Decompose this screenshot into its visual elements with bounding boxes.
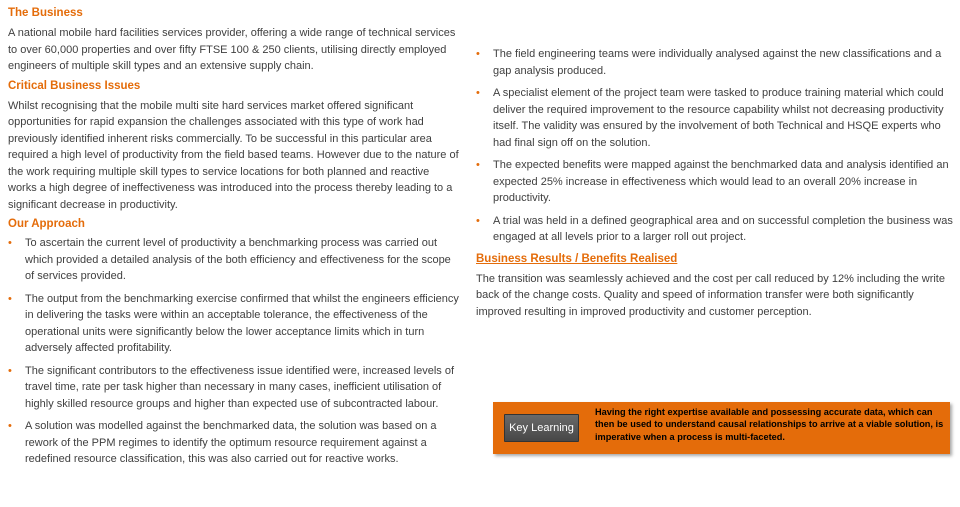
business-heading: The Business (8, 7, 83, 19)
approach-bullet (476, 46, 954, 79)
approach-continued-list (476, 46, 954, 246)
bullet-icon: • (8, 420, 12, 432)
issues-heading: Critical Business Issues (8, 79, 141, 92)
business-text: A national mobile hard facilities services provider, offering a wide range of technical services to over 60,000 properties and over fifty FTSE 100 & 250 clients, utilising directly employed engineers of multiple skill types and an extensive supply chain. (8, 27, 456, 72)
bullet-text: A solution was modelled against the benchmarked data, the solution was based on a rework of the PPM regimes to identify the optimum resource requirement against a redefined resource classification, this was also carried out for reactive works. (25, 420, 437, 465)
bullet-icon: • (8, 364, 12, 377)
approach-bullet (476, 85, 954, 151)
key-learning-text: Having the right expertise available and possessing accurate data, which can then be used to understand causal relationships to arrive at a viable solution, is imperative when a process is multi-faceted. (595, 407, 944, 442)
approach-bullet (8, 235, 460, 285)
results-heading: Business Results / Benefits Realised (476, 252, 678, 265)
bullet-text: The significant contributors to the effectiveness issue identified were, increased levels of travel time, rate per task higher than necessary in many cases, inefficient utilisation of highly skilled resource groups and higher than expected use of subcontracted labour. (25, 364, 455, 410)
approach-heading: Our Approach (8, 218, 85, 230)
bullet-text: To ascertain the current level of productivity a benchmarking process was carried out which provided a detailed analysis of the both efficiency and effectiveness for the scope of services provided. (25, 237, 451, 282)
approach-bullet (476, 213, 954, 246)
bullet-text: A specialist element of the project team were tasked to produce training material which could deliver the required improvement to the resource capability whilst not decreasing productivity itself. The validity was ensured by the involvement of both Technical and HSQE experts who had final sign off on the solution. (493, 87, 944, 149)
left-column (8, 0, 460, 474)
approach-bullet (8, 291, 460, 357)
bullet-icon: • (476, 214, 480, 227)
bullet-text: A trial was held in a defined geographical area and on successful completion the business was engaged at all levels prior to a larger roll out project. (493, 214, 953, 243)
issues-text: Whilst recognising that the mobile multi site hard services market offered significant opportunities for rapid expansion the challenges associated with this type of work had previously identified inherent risks commercially. To be successful in this particular area required a high level of productivity from the field based teams. However due to the nature of the work requiring multiple skill types to service locations for both planned and reactive works a high degree of ineffectiveness was introduced into the process thereby leading to a significant decrease in productivity. (8, 99, 459, 211)
approach-bullet (8, 363, 460, 413)
approach-bullet (476, 157, 954, 207)
approach-bullet (8, 418, 460, 468)
bullet-icon: • (476, 87, 480, 99)
approach-list (8, 235, 460, 468)
key-learning-callout (493, 402, 950, 454)
bullet-icon: • (8, 292, 12, 305)
right-column (476, 0, 954, 324)
bullet-icon: • (8, 237, 12, 249)
bullet-text: The field engineering teams were individually analysed against the new classifications and a gap analysis produced. (493, 48, 942, 77)
bullet-text: The output from the benchmarking exercise confirmed that whilst the engineers efficiency in delivering the tasks were within an acceptable tolerance, the effectiveness of the operational units were significantly below the lower acceptance limits which in turn adversely affected profitability. (25, 292, 459, 354)
bullet-icon: • (476, 48, 480, 60)
results-text: The transition was seamlessly achieved and the cost per call reduced by 12% including the write back of the change costs. Quality and speed of information transfer were both significantly improved resulting in improved productivity and customer perception. (476, 272, 945, 318)
bullet-icon: • (476, 159, 480, 171)
key-learning-button[interactable]: Key Learning (504, 414, 579, 442)
bullet-text: The expected benefits were mapped against the benchmarked data and analysis identified an expected 25% increase in effectiveness which would lead to an overall 20% increase in productivity. (493, 159, 949, 204)
